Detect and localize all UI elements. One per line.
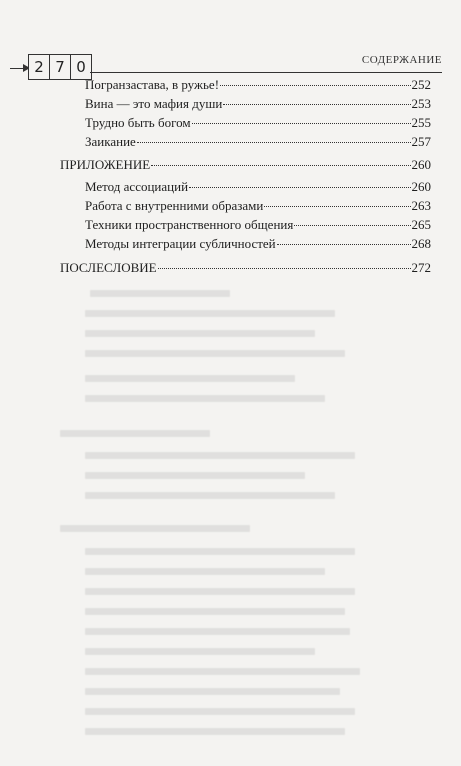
toc-entry-page: 268: [411, 236, 431, 251]
toc-entry-title: Погранзастава, в ружье!: [85, 77, 220, 92]
leader-dots: [220, 85, 410, 86]
toc-entry-title: Вина — это мафия души: [85, 96, 223, 111]
page-show-through: [0, 280, 461, 766]
show-through-line: [85, 688, 340, 695]
show-through-line: [85, 492, 335, 499]
show-through-line: [85, 648, 315, 655]
toc-entry-page: 272: [411, 260, 431, 275]
leader-dots: [189, 187, 410, 188]
toc-entry: [85, 178, 431, 196]
toc-entry-page: 257: [411, 134, 431, 149]
show-through-line: [85, 628, 350, 635]
show-through-line: [90, 290, 230, 297]
toc-entry-page: 253: [411, 96, 431, 111]
toc-entry: [60, 156, 431, 174]
show-through-line: [85, 472, 305, 479]
toc-entry: [85, 235, 431, 253]
toc-entry-title: Трудно быть богом: [85, 115, 191, 130]
toc-entry-page: 260: [411, 157, 431, 172]
show-through-line: [85, 350, 345, 357]
toc-entry: [85, 197, 431, 215]
show-through-line: [60, 430, 210, 437]
show-through-line: [85, 588, 355, 595]
show-through-line: [85, 395, 325, 402]
show-through-line: [85, 375, 295, 382]
show-through-line: [85, 708, 355, 715]
show-through-line: [85, 568, 325, 575]
leader-dots: [223, 104, 410, 105]
toc-entry: [85, 216, 431, 234]
show-through-line: [85, 728, 345, 735]
toc-entry-page: 255: [411, 115, 431, 130]
toc-entry-page: 263: [411, 198, 431, 213]
section-title: СОДЕРЖАНИЕ: [361, 54, 442, 66]
toc-entry: [85, 114, 431, 132]
toc-entry-title: Метод ассоциаций: [85, 179, 189, 194]
toc-entry-title: Техники пространственного общения: [85, 217, 294, 232]
page-number-digit: 0: [70, 54, 92, 80]
page-number-digit: 2: [28, 54, 50, 80]
toc-entry: [85, 133, 431, 151]
toc-entry-title: Методы интеграции субличностей: [85, 236, 276, 251]
toc-entry-title: Заикание: [85, 134, 136, 149]
header-rule: [90, 72, 442, 73]
toc-entry-page: 260: [411, 179, 431, 194]
toc-entry-page: 265: [411, 217, 431, 232]
show-through-line: [85, 310, 335, 317]
leader-dots: [192, 123, 411, 124]
toc-entry: [85, 76, 431, 94]
show-through-line: [60, 525, 250, 532]
toc-entry-title: Работа с внутренними образами: [85, 198, 264, 213]
toc-entry-page: 252: [411, 77, 431, 92]
leader-dots: [151, 165, 410, 166]
leader-dots: [137, 142, 411, 143]
toc-entry-title: ПРИЛОЖЕНИЕ: [60, 157, 151, 172]
leader-dots: [264, 206, 410, 207]
leader-dots: [158, 268, 411, 269]
leader-dots: [294, 225, 410, 226]
show-through-line: [85, 452, 355, 459]
toc-entry-title: ПОСЛЕСЛОВИЕ: [60, 260, 157, 275]
show-through-line: [85, 608, 345, 615]
page-number-digit: 7: [49, 54, 71, 80]
show-through-line: [85, 330, 315, 337]
toc-entry: [60, 259, 431, 277]
show-through-line: [85, 548, 355, 555]
leader-dots: [277, 244, 411, 245]
page-number: [28, 54, 91, 80]
show-through-line: [85, 668, 360, 675]
toc-entry: [85, 95, 431, 113]
